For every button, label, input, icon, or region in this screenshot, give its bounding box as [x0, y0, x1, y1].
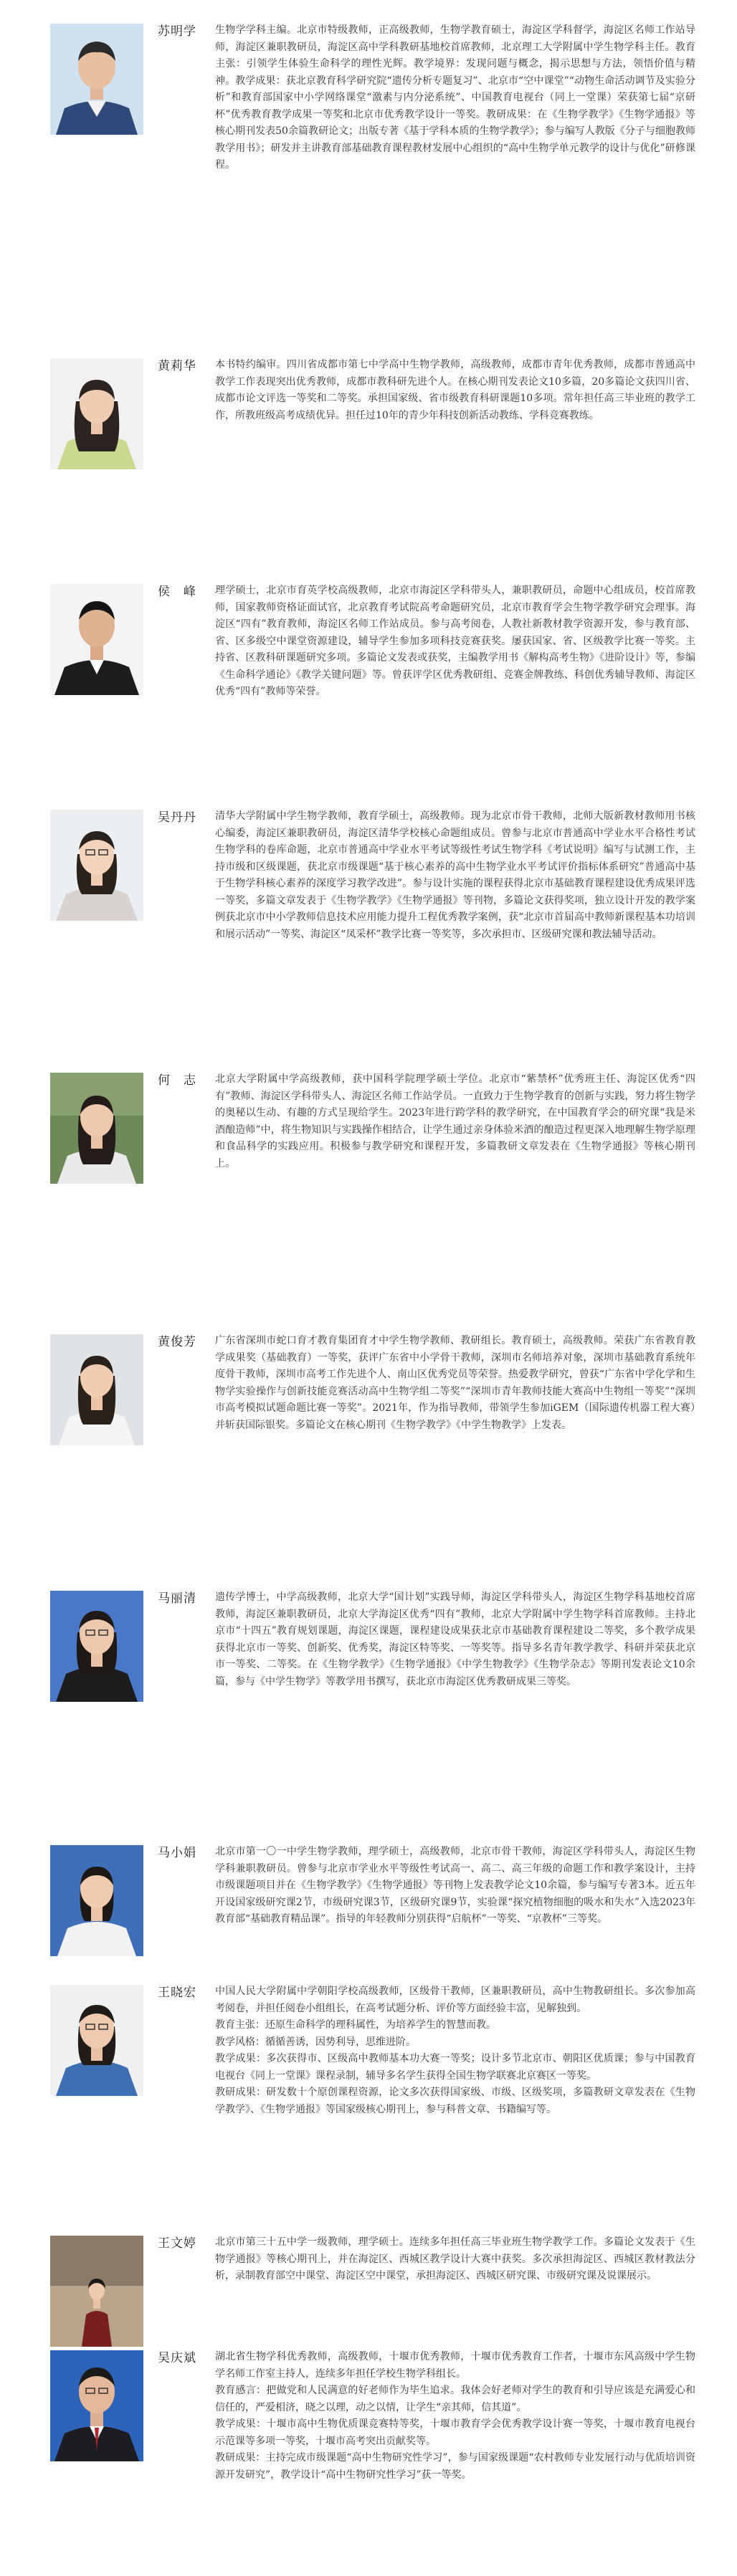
author-name: 马小娟	[158, 1846, 196, 1860]
author-name: 王晓宏	[158, 1986, 196, 2000]
author-bio	[215, 357, 695, 424]
author-name: 吴庆斌	[158, 2351, 196, 2365]
author-bio	[215, 2349, 695, 2484]
author-photo	[50, 1334, 143, 1445]
author-name: 马丽清	[158, 1591, 196, 1606]
author-name: 吴丹丹	[158, 810, 196, 825]
portrait-icon	[50, 1334, 143, 1445]
bio-paragraph: 生物学学科主编。北京市特级教师，正高级教师，生物学教育硕士，海淀区学科督学，海淀区名师工作站导师，海淀区兼职教研员，海淀区高中学科教研基地校首席教师，北京理工大学附属中学生物学科主任。教育主张：引领学生体验生命科学的理性光辉。教学境界：发现问题与概念，揭示思想与方法，领悟价值与精神。教学成果：获北京教育科学研究院“遗传分析专题复习”、北京市“空中课堂”“动物生命活动调节及实验分析”和教育部国家中小学网络课堂“激素与内分泌系统”、中国教育电视台（同上一堂课）荣获第七届“京研杯”优秀教育教学成果一等奖和北京市优秀教学设计一等奖。教研成果：在《生物学教学》《生物学通报》等核心期刊发表50余篇教研论文；出版专著《基于学科本质的生物学教学》；参与编写人教版《分子与细胞教师教学用书》；研发并主讲教育部基础教育课程教材发展中心组织的“高中生物学单元教学的设计与优化”研修课程。	[215, 24, 695, 171]
author-bio	[215, 22, 695, 174]
bio-paragraph: 广东省深圳市蛇口育才教育集团育才中学生物学教师、教研组长。教育硕士，高级教师。荣获广东省教育教学成果奖（基础教育）一等奖，获评广东省中小学骨干教师，深圳市名师培养对象，深圳市基础教育系统年度骨干教师，深圳市高考工作先进个人、南山区优秀党员等荣誉。热爱教学研究，曾获“广东省中学化学和生物学实验操作与创新技能竞赛活动高中生物学组二等奖”“深圳市青年教师技能大赛高中生物组一等奖”“深圳市高考模拟试题命题比赛一等奖”。2021年，作为指导教师，带领学生参加iGEM（国际遗传机器工程大赛）并斩获国际银奖。多篇论文在核心期刊《生物学教学》《中学生物教学》上发表。	[215, 1335, 695, 1431]
portrait-icon	[50, 584, 143, 695]
bio-paragraph: 北京市第一〇一中学生物学教师，理学硕士，高级教师，北京市骨干教师，海淀区学科带头人，海淀区生物学科兼职教研员。曾参与北京市学业水平等级性考试高一、高二、高三年级的命题工作和教学案设计，主持市级课题项目并在《生物学教学》《生物学通报》等刊物上发表教学论文10余篇，参与编写专著3本。近五年开设国家级研究课2节，市级研究课3节，区级研究课9节，实验课“探究植物细胞的吸水和失水”入选2023年教育部“基础教育精品课”。指导的年轻教师分别获得“启航杯”一等奖、“京教杯”三等奖。	[215, 1846, 695, 1925]
bio-paragraph: 教学风格：循循善诱，因势利导，思维进阶。	[215, 2036, 416, 2048]
portrait-icon	[50, 1591, 143, 1702]
portrait-icon	[50, 1073, 143, 1184]
author-bio	[215, 1983, 695, 2118]
portrait-icon	[50, 358, 143, 469]
author-photo	[50, 2236, 143, 2347]
bio-paragraph: 理学硕士，北京市育英学校高级教师，北京市海淀区学科带头人，兼职教研员，命题中心组成员，校首席教师，国家教师资格证面试官，北京教育考试院高考命题研究员，北京市教育学会生物学教学研究会理事。海淀区“四有”教育教师，海淀区名师工作站成员。参与高考阅卷，人教社新教材教学资源开发，参与教育部、省、区多级空中课堂资源建设，辅导学生参加多项科技竞赛获奖。屡获国家、省、区级教学比赛一等奖。主持省、区教科研课题研究多项。多篇论文发表或获奖，主编教学用书《解构高考生物》《进阶设计》等，参编《生命科学通论》《教学关键问题》等。曾获评学区优秀教研组、竞赛金牌教练、科创优秀辅导教师、海淀区优秀“四有”教师等荣誉。	[215, 585, 695, 697]
portrait-icon	[50, 1845, 143, 1956]
bio-paragraph: 教育感言：把做党和人民满意的好老师作为毕生追求。我体会好老师对学生的教育和引导应该是充满爱心和信任的，严爱相济，晓之以理，动之以情，让学生“亲其师，信其道”。	[215, 2385, 695, 2413]
bio-paragraph: 湖北省生物学科优秀教师，高级教师，十堰市优秀教师，十堰市优秀教育工作者，十堰市东风高级中学生物学名师工作室主持人，连续多年担任学校生物学科组长。	[215, 2351, 695, 2380]
author-photo	[50, 358, 143, 469]
bio-paragraph: 遗传学博士，中学高级教师，北京大学“国计划”实践导师，海淀区学科带头人，海淀区生物学科基地校首席教师，海淀区兼职教研员，北京大学海淀区优秀“四有”教师，北京大学附属中学生物学科首席教师。主持北京市“十四五”教育规划课题，海淀区课题，课程建设成果获北京市基础教育课程建设二等奖，多个教学成果获得北京市一等奖、创新奖、优秀奖，海淀区特等奖、一等奖等。指导多名青年教学教学、科研并荣获北京市一等奖、二等奖。在《生物学教学》《生物学通报》《中学生物教学》《生物学杂志》等期刊发表论文10余篇，参与《中学生物学》等教学用书撰写，获北京市海淀区优秀教研成果三等奖。	[215, 1591, 695, 1687]
portrait-icon	[50, 2236, 143, 2347]
author-bio	[215, 808, 695, 943]
bio-paragraph: 清华大学附属中学生物学教师，教育学硕士，高级教师。现为北京市骨干教师，北师大版新教材教师用书核心编委，海淀区兼职教研员，海淀区清华学校核心命题组成员。曾参与北京市普通高中学业水平合格性考试生物学科的卷库命题，北京市普通高中学业水平考试等级性考试生物学科《考试说明》编写与试测工作，主持市级和区级课题，获北京市级课题“基于核心素养的高中生物学业水平考试评价指标体系研究”普通高中基于生物学科核心素养的深度学习教学改进”。参与设计实施的课程获得北京市基础教育课程建设优秀成果评选一等奖，多篇文章发表于《生物学教学》《生物学通报》等刊物，多篇论文获得奖项，独立设计开发的教学案例获北京市中小学教师信息技术应用能力提升工程优秀教学案例，获“北京市首届高中教师新课程基本功培训和展示活动”一等奖、海淀区“凤采杯”教学比赛一等奖等，多次承担市、区级研究课和教法辅导活动。	[215, 810, 695, 940]
portrait-icon	[50, 2350, 143, 2461]
author-name: 王文婷	[158, 2236, 196, 2251]
portrait-icon	[50, 810, 143, 921]
bio-paragraph: 本书特约编审。四川省成都市第七中学高中生物学教师，高级教师，成都市青年优秀教师，成都市普通高中教学工作表现突出优秀教师，成都市教科研先进个人。在核心期刊发表论文10多篇，20多篇论文获四川省、成都市论文评选一等奖和二等奖。承担国家级、省市级教育科研课题10多项。常年担任高三毕业班的教学工作，所教班级高考成绩优异。担任过10年的青少年科技创新活动教练、学科竞赛教练。	[215, 359, 695, 421]
bio-paragraph: 北京市第三十五中学一级教师，理学硕士。连续多年担任高三毕业班生物学教学工作。多篇论文发表于《生物学通报》等核心期刊上，并在海淀区、西城区教学设计大赛中获奖。多次承担海淀区、西城区教材教法分析，录制教育部空中课堂、海淀区空中课堂，承担海淀区、西城区研究课、市级研究课及说课展示。	[215, 2236, 695, 2281]
author-bio	[215, 1844, 695, 1928]
bio-paragraph: 教研成果：研发数十个原创课程资源，论文多次获得国家级、市级、区级奖项，多篇教研文章发表在《生物学教学》、《生物学通报》等国家级核心期刊上，参与科普文章、书籍编写等。	[215, 2087, 695, 2115]
author-name: 黄俊芳	[158, 1335, 196, 1349]
author-photo	[50, 584, 143, 695]
author-name: 苏明学	[158, 24, 196, 39]
author-name: 黄莉华	[158, 359, 196, 373]
author-photo	[50, 810, 143, 921]
bio-paragraph: 教学成果：十堰市高中生物优质课竞赛特等奖，十堰市教育学会优秀教学设计赛一等奖，十堰市教育电视台示范课等多项一等奖，十堰市高考突出贡献奖等。	[215, 2418, 695, 2447]
author-photo	[50, 1985, 143, 2096]
author-photo	[50, 1591, 143, 1702]
author-bio	[215, 2234, 695, 2285]
author-name: 何 志	[158, 1073, 196, 1088]
author-bio	[215, 583, 695, 701]
portrait-icon	[50, 24, 143, 135]
bio-paragraph: 教研成果：主持完成市级课题“高中生物研究性学习”，参与国家级课题“农村教师专业发展行动与优质培训资源开发研究”，教学设计“高中生物研究性学习”获一等奖。	[215, 2452, 695, 2481]
author-bio	[215, 1589, 695, 1690]
bio-paragraph: 中国人民大学附属中学朝阳学校高级教师，区级骨干教师，区兼职教研员，高中生物教研组长。多次参加高考阅卷，并担任阅卷小组组长，在高考试题分析、评价等方面经验丰富，见解独到。	[215, 1986, 695, 2014]
bio-paragraph: 教育主张：还原生命科学的理科属性，为培养学生的智慧而教。	[215, 2019, 496, 2031]
author-bio	[215, 1333, 695, 1434]
portrait-icon	[50, 1985, 143, 2096]
bio-paragraph: 北京大学附属中学高级教师，获中国科学院理学硕士学位。北京市“紫禁杯”优秀班主任、海淀区优秀“四有”教师、海淀区学科带头人、海淀区名师工作站学员。一直致力于生物学教育的创新与实践，努力将生物学的奥秘以生动、有趣的方式呈现给学生。2023年进行跨学科的教学研究，在中国教育学会的研究课“我是米酒酿造师”中，将生物知识与实践操作相结合，让学生通过亲身体验米酒的酿造过程更深入地理解生物学原理和食品科学的实践应用。积极参与教学研究和课程开发，多篇教研文章发表在《生物学通报》等核心期刊上。	[215, 1073, 695, 1169]
author-photo	[50, 24, 143, 135]
author-photo	[50, 1845, 143, 1956]
author-bio	[215, 1071, 695, 1172]
author-photo	[50, 2350, 143, 2461]
bio-paragraph: 教学成果：多次获得市、区级高中教师基本功大赛一等奖；设计多节北京市、朝阳区优质课；参与中国教育电视台《同上一堂课》课程录制，辅导多名学生获得全国生物学联赛北京赛区一等奖。	[215, 2053, 695, 2082]
author-photo	[50, 1073, 143, 1184]
author-name: 侯 峰	[158, 585, 196, 599]
